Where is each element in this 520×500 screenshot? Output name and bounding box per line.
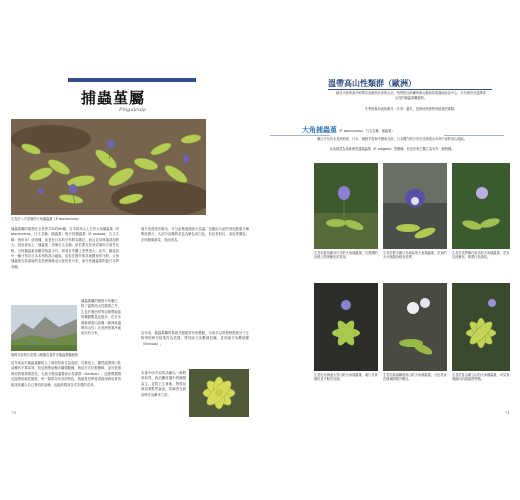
limestone-mountain-photo [11, 305, 77, 351]
title-accent-bar [68, 78, 196, 82]
species-intro-1: 廣泛分布於北美洲西部、日本、朝鮮半島與中國東北部，日本國內則分布於北海道至本州中部的高山地區。 [317, 137, 467, 141]
small-photo-caption: 瑞典北部的石灰質山地棲息著許多捕蟲堇屬植物 [11, 353, 78, 357]
left-page-number: 70 [11, 410, 17, 415]
section-heading: 溫帶高山性類群（歐洲） [328, 78, 416, 88]
species-latin-name: （P. macroceras，日文名稱：捕蟲堇） [337, 129, 395, 133]
subheading-rule-left [270, 135, 330, 136]
right-page-number: 71 [504, 410, 510, 415]
top-photo-caption: 生長於八方雲崗的大角捕蟲堇（P. macroceras） [11, 217, 82, 221]
section-heading-rule [328, 89, 492, 90]
species-intro-2: 以前被認為是歐洲普通捕蟲堇（P. vulgaris）的變種，但近年來已獨立為另外一個物種。 [329, 147, 455, 151]
species-caption-1: 生長於群馬縣谷川岳的大角捕蟲堇，於溼潤的岩壁上開著紫色的花朵。 [314, 251, 378, 260]
species-photo-1 [314, 163, 378, 249]
species-caption-3: 生長於長野縣白馬岳的大角捕蟲堇，花朵呈淡紫色，略帶白色斑紋。 [452, 251, 510, 260]
yellow-rosette-photo [189, 369, 249, 417]
subheading-rule-right [444, 135, 504, 136]
species-caption-5: 生長於新潟縣妙高山的大角捕蟲堇，白色花朵在綠葉間格外醒目。 [383, 373, 447, 382]
species-photo-5 [383, 283, 447, 371]
species-photo-4 [314, 283, 378, 371]
species-caption-6: 生長於富山縣立山的大角捕蟲堇，可見其葉緣向內捲曲的特徵。 [452, 373, 510, 382]
species-photo-3 [452, 163, 510, 249]
right-column-paragraph-6: 本書中所介紹的品種以一般較易取得、栽培難度適中的種類為主，並附上生育地、特徵及栽培要點等資訊，供讀者在栽培時作為參考之用。 [141, 371, 186, 397]
left-column-paragraph-3: 近年來由於捕蟲堇屬的人工栽培技術日益成熟，在栽培上，雖然溫帶高山性品種仍不算容易，但亞熱帶品種多屬強健種，栽培方式比較簡單，並可依照栽培的環境與習性，大致分類為溫帶高山性類群（Section）、亞熱帶類群及溫帶低地性類群，每一類群各有各的特色，無論是初學者或資深栽培者皆能找到適合自己栽培的品種，也能欣賞到各式各樣的花朵。 [11, 361, 121, 387]
left-column-paragraph-1: 捕蟲堇屬的植物在全世界共有約80種，日本的高山上生有大角捕蟲堇（P. macroceras，日文名稱：捕蟲堇）與分枝捕蟲堇（P. ramosa，日文名稱：庚申草）這兩種，前者在日本的分布較為廣泛，而且花朵與葉部均較大，因此被冠上「捕蟲堇」這個日文名稱。但若要在花形或葉形方面作比較，分枝捕蟲堇卻顯得相當小巧，兩者在外觀上差異很大。此外，雖說其中一種分布於日本本州的高山地區，但若在國外與其他國家作比較，大角捕蟲堇在原產地的北美洲與歐亞大陸皆有分布，而分枝捕蟲堇則是日本特有種。 [11, 227, 119, 269]
right-column-paragraph-5: 近年來，捕蟲堇屬的系統分類經常有所變動，目前多以形態特徵與分子生物學的研究結果作為依據，將其區分為數個亞屬，並再細分為數個節（Section）。 [141, 331, 249, 346]
butterwort-rock-photo [11, 119, 206, 215]
species-photo-2 [383, 163, 447, 249]
page-title: 捕蟲堇屬 [81, 89, 146, 107]
left-page [11, 77, 261, 419]
right-column-paragraph-4: 葉片表面密布腺毛，可分泌黏液捕捉小昆蟲，並藉由分泌的消化酵素分解吸收養分。大部分品種的花色為紫色或白色，但也有粉紅、黃色等顏色，花形頗像堇菜，因而得名。 [141, 227, 249, 242]
species-caption-2: 生長於栃木縣日光地區的大角捕蟲堇，花朵的大小與顏色略有差異。 [383, 251, 447, 260]
right-page [262, 77, 512, 419]
species-caption-4: 生長於北海道大雪山的大角捕蟲堇，葉片呈黃綠色並平貼於岩面。 [314, 373, 378, 382]
species-photo-6 [452, 283, 510, 371]
species-subheading [302, 125, 394, 135]
page-subtitle: Pinguicula [119, 107, 146, 113]
section-intro-2: 冬季時會形成休眠芽（冬芽）越冬，是栽培時需特別留意的重點。 [364, 107, 458, 111]
section-intro-1: 歐亞大陸的寒冷地帶以及歐洲北部的山岳，特別是以阿爾卑斯山脈與其周邊地區為中心，分布著許多溫帶高山性的捕蟲堇屬植物。 [336, 91, 486, 101]
species-name: 大角捕蟲堇 [302, 125, 337, 134]
left-column-paragraph-2: 捕蟲堇屬的植物分布廣泛，除了溫帶高山性類群之外，生長於墨西哥等亞熱帶地區的種類數量也很多，在日本與歐洲高山品種（歐洲產溫帶高山性）北美洲等寒冷地區亦有分布。 [81, 299, 121, 336]
